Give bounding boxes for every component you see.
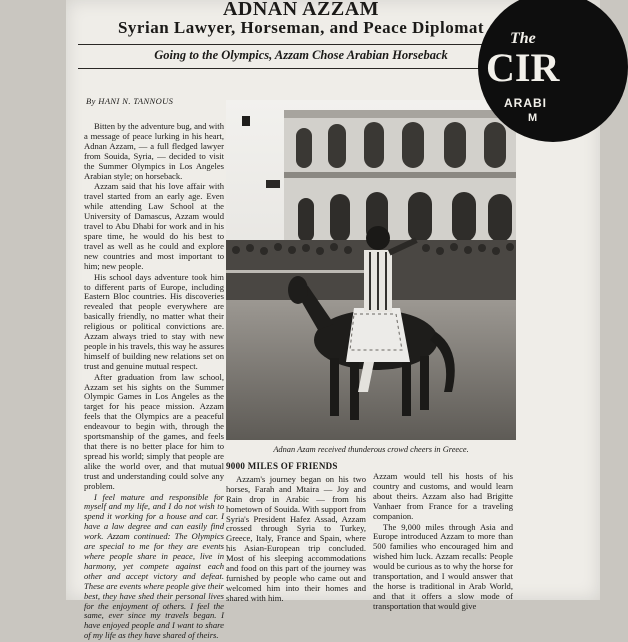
section-subhead: 9000 MILES OF FRIENDS (226, 461, 338, 471)
logo-sub2-text: M (528, 112, 538, 124)
newspaper-page (66, 0, 600, 641)
byline: By HANI N. TANNOUS (86, 96, 174, 106)
paragraph: His school days adventure took him to different parts of Europe, including Eastern Bloc countries. His discoveries revealed that people everywhere are basically friendly, no matter what their religious or political convictions are. Azzam always tried to stay with new people in his travels, this way he assures himself of building new relations set on trust and genuine mutual respect. (84, 271, 224, 371)
rule-bottom (78, 68, 533, 69)
paragraph: Azzam would tell his hosts of his country and customs, and would learn about theirs. Azzam also had Brigitte Vanhaer from France for a traveling companion. (373, 471, 513, 521)
paragraph-quote: I feel mature and responsible for myself and my life, and I do not wish to spend it working for a house and car. I have a law degree and can easily find work. Azzam continued: The Olympics are special to me for they are events where people share in peace, live in harmony, yet compete against each other and accept victory and defeat. These are events where people give their best, they have shed their personal lives for the enjoyment of others. I feel the same, ever since my travels began. I have enjoyed people and I want to share of my life as they have shared of theirs. (84, 491, 224, 641)
paragraph: After graduation from law school, Azzam set his sights on the Summer Olympic Games in Los Angeles as the target for his peace mission. Azzam feels that the Olympics are a peaceful endeavour to begin with, through the sportsmanship of the games, and feels that there is no better place for him to spread his world; simply that people are alike the world over, and that mutual trust and understanding could solve any problem. (84, 371, 224, 491)
paragraph: Bitten by the adventure bug, and with a message of peace lurking in his heart, Adnan Azzam, — a full fledged lawyer from Souida, Syria, — decided to visit the Summer Olympics in Los Angeles Arabian style; on horseback. (84, 121, 224, 181)
column-2 (226, 462, 366, 605)
paragraph: The 9,000 miles through Asia and Europe introduced Azzam to more than 500 families who encouraged him and wished him luck. Azzam recalls: People would be curious as to why the horse for transportation, and I would answer that the horse is traditional in Arab World, and that it offers a slow mode of transportation that would give (373, 521, 513, 611)
rule-top (78, 44, 533, 45)
magazine-logo (478, 0, 628, 142)
headline-title: ADNAN AZZAM (222, 0, 380, 20)
column-1 (84, 122, 224, 642)
paragraph: Azzam's journey began on his two horses, Farah and Mtaira — Joy and Rain drop in Arabic — from his hometown of Souida. With support from Syria's President Hafez Assad, Azzam crossed through Syria to Turkey, Greece, Italy, France and Spain, where his Asian-European trip concluded. Most of his sleeping accommodations and food on this part of the journey was furnished by people who came out and welcomed him into their homes and shared with him. (226, 473, 366, 603)
logo-main-text: CIR (486, 45, 560, 90)
deck: Going to the Olympics, Azzam Chose Arabian Horseback (154, 48, 448, 62)
paragraph: Azzam said that his love affair with travel started from an early age. Even while attending Law School at the University of Damascus, Azzam would travel to Abu Dhabi for work and in his spare time, he would do his best to travel as well as he could and explore new countries and most important to him; new people. (84, 181, 224, 271)
photo-caption: Adnan Azam received thunderous crowd cheers in Greece. (273, 445, 469, 454)
column-3 (373, 472, 513, 613)
logo-top-text: The (510, 30, 536, 47)
parade-photo (226, 100, 516, 440)
logo-sub-text: ARABI (504, 96, 547, 110)
headline-subtitle: Syrian Lawyer, Horseman, and Peace Diplomat (117, 18, 485, 37)
photo-illustration (226, 100, 516, 440)
